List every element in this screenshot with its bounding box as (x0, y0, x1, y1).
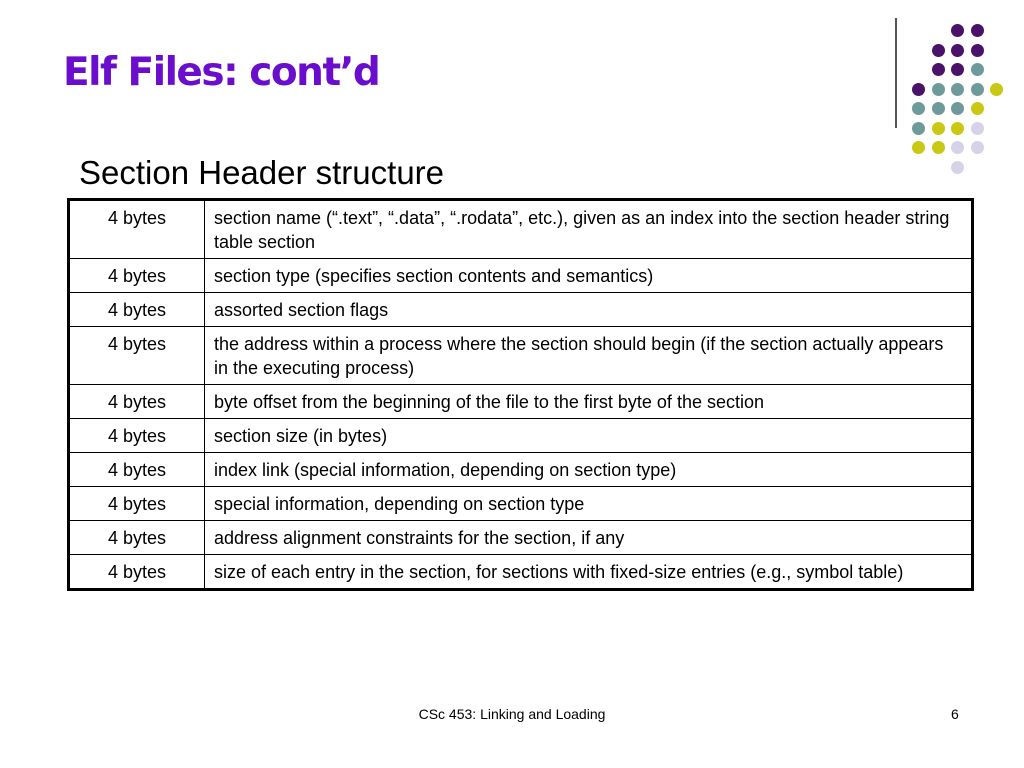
field-size-cell: 4 bytes (69, 453, 205, 487)
decorative-dot (932, 102, 945, 115)
table-row (69, 259, 973, 293)
field-size-cell: 4 bytes (69, 487, 205, 521)
field-size-cell: 4 bytes (69, 555, 205, 590)
decorative-dot (951, 122, 964, 135)
field-description-cell: section name (“.text”, “.data”, “.rodata”, etc.), given as an index into the section header string table section (205, 200, 973, 259)
decorative-dot (912, 102, 925, 115)
table-row (69, 487, 973, 521)
table-row (69, 453, 973, 487)
decorative-dot (912, 141, 925, 154)
footer-course-title: CSc 453: Linking and Loading (418, 706, 606, 722)
table-row (69, 419, 973, 453)
decorative-dot (971, 63, 984, 76)
field-description-cell: the address within a process where the section should begin (if the section actually appears in the executing process) (205, 327, 973, 385)
decorative-dot (951, 63, 964, 76)
decorative-dot (971, 102, 984, 115)
decorative-dot (951, 24, 964, 37)
decorative-dot (971, 141, 984, 154)
table-row (69, 327, 973, 385)
table-row (69, 385, 973, 419)
section-header-table (67, 198, 974, 591)
table-row (69, 555, 973, 590)
decorative-dot (932, 44, 945, 57)
decorative-dot (990, 83, 1003, 96)
field-description-cell: section size (in bytes) (205, 419, 973, 453)
table-row (69, 521, 973, 555)
field-size-cell: 4 bytes (69, 200, 205, 259)
decorative-dot (912, 83, 925, 96)
decorative-dot (932, 122, 945, 135)
page-number: 6 (951, 706, 959, 722)
decorative-dot (971, 44, 984, 57)
decorative-dot (971, 24, 984, 37)
field-size-cell: 4 bytes (69, 327, 205, 385)
decorative-dot (971, 122, 984, 135)
decorative-dot (912, 122, 925, 135)
field-size-cell: 4 bytes (69, 419, 205, 453)
decorative-dot (971, 83, 984, 96)
slide-subtitle: Section Header structure (79, 154, 445, 191)
decorative-dot (951, 83, 964, 96)
field-size-cell: 4 bytes (69, 293, 205, 327)
field-description-cell: size of each entry in the section, for sections with fixed-size entries (e.g., symbol table) (205, 555, 973, 590)
field-size-cell: 4 bytes (69, 259, 205, 293)
decorative-dot (951, 102, 964, 115)
decorative-divider-line (895, 18, 897, 128)
table-row (69, 293, 973, 327)
decorative-dot (932, 63, 945, 76)
field-size-cell: 4 bytes (69, 521, 205, 555)
decorative-dot (951, 141, 964, 154)
field-description-cell: section type (specifies section contents and semantics) (205, 259, 973, 293)
field-description-cell: address alignment constraints for the section, if any (205, 521, 973, 555)
field-size-cell: 4 bytes (69, 385, 205, 419)
field-description-cell: assorted section flags (205, 293, 973, 327)
field-description-cell: byte offset from the beginning of the file to the first byte of the section (205, 385, 973, 419)
field-description-cell: index link (special information, depending on section type) (205, 453, 973, 487)
slide-title: Elf Files: cont’d (63, 50, 380, 95)
decorative-dot (932, 141, 945, 154)
field-description-cell: special information, depending on section type (205, 487, 973, 521)
decorative-dot (951, 161, 964, 174)
decorative-dot (932, 83, 945, 96)
decorative-dot (951, 44, 964, 57)
table-row (69, 200, 973, 259)
